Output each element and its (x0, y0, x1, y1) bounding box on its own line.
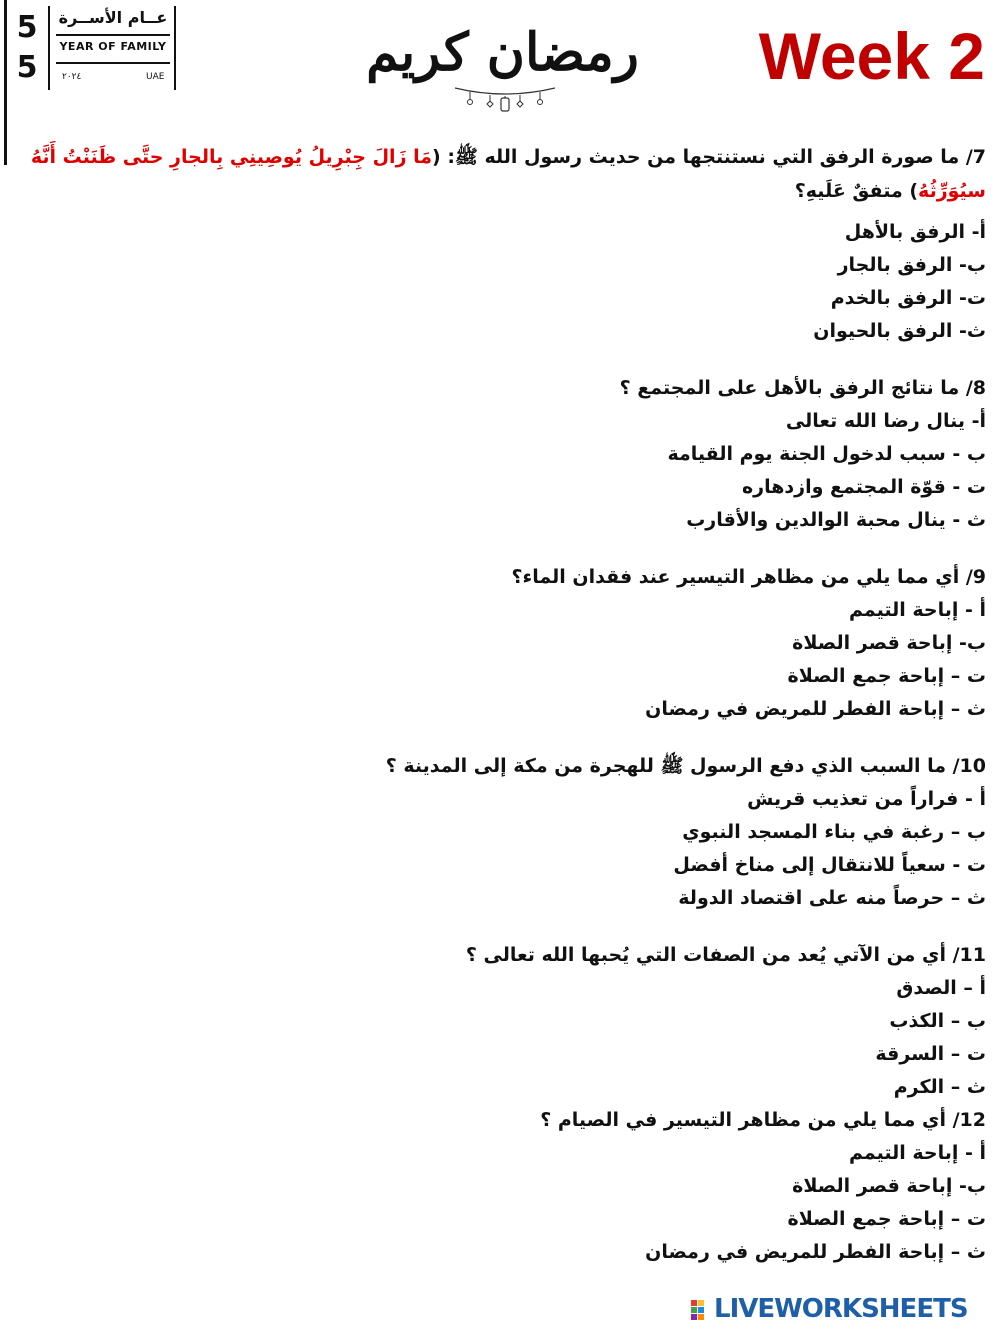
option-b[interactable] (16, 1170, 986, 1203)
option-b[interactable] (16, 438, 986, 471)
option-text: الرفق بالحيوان (813, 320, 953, 342)
option-a[interactable] (16, 405, 986, 438)
question-text: 10/ ما السبب الذي دفع الرسول ﷺ للهجرة من مكة إلى المدينة ؟ (385, 755, 986, 777)
option-th[interactable] (16, 504, 986, 537)
question-text (16, 140, 986, 208)
option-label: ت – (950, 1208, 986, 1230)
question-text: 9/ أي مما يلي من مظاهر التيسير عند فقدان الماء؟ (511, 566, 986, 588)
question-text: 8/ ما نتائج الرفق بالأهل على المجتمع ؟ (619, 377, 986, 399)
option-text: الكذب (889, 1010, 945, 1032)
ramadan-kareem-text: رمضان كريم (366, 22, 639, 83)
option-text: الكرم (893, 1076, 945, 1098)
option-label: ث – (950, 887, 986, 909)
question-8 (16, 372, 986, 537)
option-text: إباحة الفطر للمريض في رمضان (645, 1241, 945, 1263)
logo-digit-top: 5 (16, 10, 38, 45)
option-a[interactable] (16, 783, 986, 816)
option-text: حرصاً منه على اقتصاد الدولة (678, 887, 945, 909)
option-text: الرفق بالخدم (830, 287, 953, 309)
question-11 (16, 939, 986, 1104)
option-b[interactable] (16, 249, 986, 282)
option-text: إباحة جمع الصلاة (787, 1208, 945, 1230)
option-text: الرفق بالأهل (844, 221, 965, 243)
logo-vertical-line (4, 0, 7, 165)
option-text: الرفق بالجار (837, 254, 953, 276)
option-text: إباحة قصر الصلاة (792, 1175, 953, 1197)
option-a[interactable] (16, 1137, 986, 1170)
question-12 (16, 1104, 986, 1269)
option-label: ب- (959, 632, 986, 654)
liveworksheets-logo-icon (690, 1298, 712, 1324)
ramadan-kareem-calligraphy (360, 14, 645, 114)
option-label: ب - (952, 443, 986, 465)
option-a[interactable] (16, 216, 986, 249)
week-title: Week 2 (758, 19, 985, 93)
logo-arabic-text: عــام الأســرة (58, 8, 168, 27)
option-text: ينال محبة الوالدين والأقارب (686, 509, 946, 531)
option-text: سبب لدخول الجنة يوم القيامة (667, 443, 946, 465)
option-label: ث - (952, 509, 986, 531)
hadith-quote: مَا زَالَ جِبْرِيلُ يُوصِينِي بِالجارِ حتَّى ظَنَنْتُ أَنَّهُ سيُوَرِّثُهُ (30, 146, 986, 202)
logo-small-left: ٢٠٢٤ (62, 72, 82, 82)
option-t[interactable] (16, 849, 986, 882)
question-text: 12/ أي مما يلي من مظاهر التيسير في الصيام ؟ (540, 1109, 986, 1131)
option-label: ت – (950, 1043, 986, 1065)
liveworksheets-footer (690, 1294, 990, 1328)
option-t[interactable] (16, 1203, 986, 1236)
option-text: السرقة (875, 1043, 945, 1065)
option-label: ت - (952, 854, 986, 876)
option-label: ب- (959, 254, 986, 276)
option-label: أ - (964, 1142, 986, 1164)
option-label: ب – (950, 1010, 986, 1032)
logo-rule-top (56, 34, 170, 36)
option-text: ينال رضا الله تعالى (785, 410, 965, 432)
option-text: إباحة جمع الصلاة (787, 665, 945, 687)
question-text: 11/ أي من الآتي يُعد من الصفات التي يُحبها الله تعالى ؟ (465, 944, 986, 966)
option-label: ث – (950, 1076, 986, 1098)
option-text: إباحة الفطر للمريض في رمضان (645, 698, 945, 720)
option-label: أ – (963, 977, 986, 999)
option-label: ث – (950, 1241, 986, 1263)
option-b[interactable] (16, 1005, 986, 1038)
logo-rule-bottom (56, 62, 170, 64)
lantern-decoration-icon (450, 84, 560, 114)
option-text: الصدق (896, 977, 957, 999)
option-text: إباحة قصر الصلاة (792, 632, 953, 654)
question-suffix: ) متفقٌ عَلَيهِ؟ (794, 180, 919, 202)
option-label: ث- (959, 320, 986, 342)
option-b[interactable] (16, 816, 986, 849)
logo-digits (14, 8, 40, 88)
option-label: أ - (964, 599, 986, 621)
logo-english-text: YEAR OF FAMILY (59, 40, 167, 53)
option-t[interactable] (16, 1038, 986, 1071)
option-text: رغبة في بناء المسجد النبوي (682, 821, 945, 843)
option-label: ت - (952, 476, 986, 498)
option-text: إباحة التيمم (848, 1142, 959, 1164)
option-text: قوّة المجتمع وازدهاره (741, 476, 946, 498)
option-label: أ - (964, 788, 986, 810)
questions-list (16, 140, 986, 1269)
option-label: ت- (959, 287, 986, 309)
question-prefix: 7/ ما صورة الرفق التي نستنتجها من حديث رسول الله ﷺ: ( (432, 146, 986, 168)
option-label: ث – (950, 698, 986, 720)
option-a[interactable] (16, 594, 986, 627)
logo-small-right: UAE (146, 72, 165, 82)
option-label: ت – (950, 665, 986, 687)
logo-right-bar (174, 6, 176, 90)
liveworksheets-brand[interactable]: LIVEWORKSHEETS (714, 1294, 968, 1324)
option-text: إباحة التيمم (848, 599, 959, 621)
option-b[interactable] (16, 627, 986, 660)
option-text: سعياً للانتقال إلى مناخ أفضل (673, 854, 946, 876)
logo-left-bar (48, 6, 50, 90)
question-10 (16, 750, 986, 915)
option-label: أ- (971, 410, 986, 432)
option-a[interactable] (16, 972, 986, 1005)
option-th[interactable] (16, 882, 986, 915)
option-th[interactable] (16, 315, 986, 348)
option-th[interactable] (16, 1071, 986, 1104)
logo-digit-bottom: 5 (16, 50, 38, 85)
option-label: أ- (971, 221, 986, 243)
option-th[interactable] (16, 1236, 986, 1269)
option-t[interactable] (16, 282, 986, 315)
option-th[interactable] (16, 693, 986, 726)
question-9 (16, 561, 986, 726)
question-7 (16, 140, 986, 348)
option-t[interactable] (16, 660, 986, 693)
option-t[interactable] (16, 471, 986, 504)
option-label: ب- (959, 1175, 986, 1197)
option-text: فراراً من تعذيب قريش (747, 788, 959, 810)
option-label: ب – (950, 821, 986, 843)
